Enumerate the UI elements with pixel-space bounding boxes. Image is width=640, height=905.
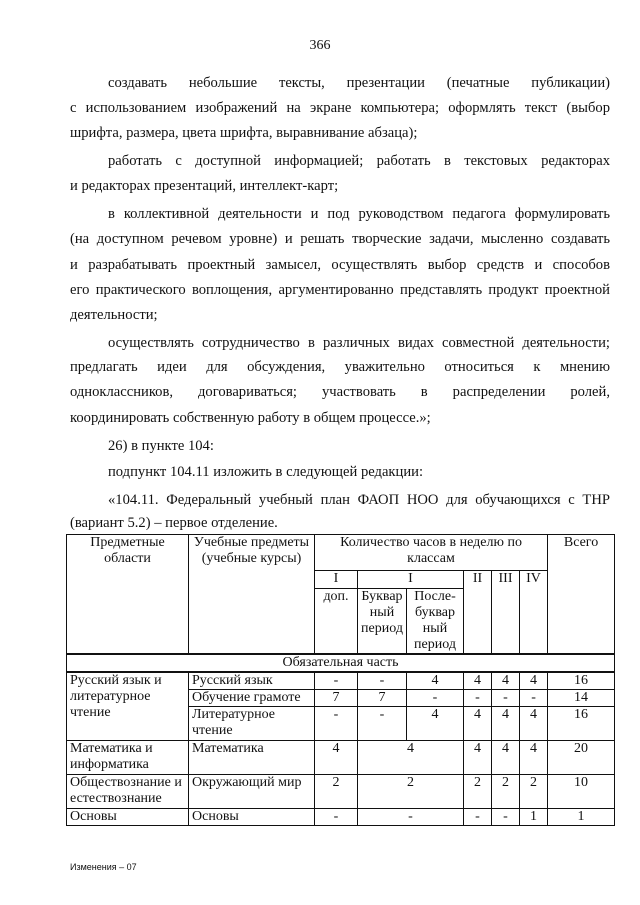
value-cell: - — [358, 672, 407, 690]
value-cell: 7 — [315, 690, 358, 707]
header-hours: Количество часов в неделю по классам — [315, 535, 548, 571]
header-dop: доп. — [315, 589, 358, 655]
header-class-iv: IV — [520, 571, 548, 655]
area-cell: Математика и информатика — [67, 741, 189, 775]
text-line-3: шрифта, размера, цвета шрифта, выравнивание абзаца); — [70, 125, 418, 141]
header-class-i-dop: I — [315, 571, 358, 589]
total-cell: 16 — [548, 672, 615, 690]
total-cell: 10 — [548, 775, 615, 809]
text-line-6: в коллективной деятельности и под руководством педагога формулировать — [108, 206, 610, 222]
subject-cell: Математика — [189, 741, 315, 775]
area-cell: Русский язык и литературное чтение — [67, 672, 189, 741]
value-cell: 2 — [520, 775, 548, 809]
value-cell: 4 — [358, 741, 464, 775]
value-cell: - — [520, 690, 548, 707]
value-cell: - — [315, 707, 358, 741]
footer-revision: Изменения – 07 — [70, 862, 137, 872]
value-cell: 4 — [492, 741, 520, 775]
subject-cell: Обучение грамоте — [189, 690, 315, 707]
header-class-iii: III — [492, 571, 520, 655]
text-line-12: предлагать идеи для обсуждения, уважительно относиться к мнению — [70, 359, 610, 375]
header-total: Всего — [548, 535, 615, 655]
header-subject-areas: Предметные области — [67, 535, 189, 655]
text-line-10: деятельности; — [70, 307, 158, 323]
subject-cell: Окружающий мир — [189, 775, 315, 809]
value-cell: - — [407, 690, 464, 707]
header-bukvar-period: Буквар ный период — [358, 589, 407, 655]
value-cell: 4 — [492, 672, 520, 690]
text-line-8: и разрабатывать проектный замысел, осуществлять выбор средств и способов — [70, 257, 610, 273]
header-subjects: Учебные предметы (учебные курсы) — [189, 535, 315, 655]
total-cell: 14 — [548, 690, 615, 707]
value-cell: 2 — [464, 775, 492, 809]
value-cell: - — [492, 809, 520, 826]
value-cell: - — [464, 809, 492, 826]
value-cell: 4 — [407, 707, 464, 741]
text-line-15: 26) в пункте 104: — [108, 438, 214, 454]
subject-cell: Русский язык — [189, 672, 315, 690]
page-number: 366 — [309, 38, 331, 53]
text-line-5: и редакторах презентаций, интеллект-карт; — [70, 178, 339, 194]
value-cell: - — [464, 690, 492, 707]
table-row — [67, 672, 615, 690]
text-line-1: создавать небольшие тексты, презентации (печатные публикации) — [108, 75, 610, 91]
value-cell: 4 — [315, 741, 358, 775]
text-line-17: «104.11. Федеральный учебный план ФАОП НОО для обучающихся с ТНР — [108, 492, 610, 508]
value-cell: - — [358, 809, 464, 826]
total-cell: 16 — [548, 707, 615, 741]
text-line-16: подпункт 104.11 изложить в следующей редакции: — [108, 464, 423, 480]
area-cell: Обществознание и естествознание — [67, 775, 189, 809]
text-line-7: (на доступном речевом уровне) и решать творческие задачи, мысленно создавать — [70, 231, 610, 247]
value-cell: 2 — [315, 775, 358, 809]
value-cell: - — [358, 707, 407, 741]
header-class-ii: II — [464, 571, 492, 655]
subject-cell: Литературное чтение — [189, 707, 315, 741]
table-row — [67, 775, 615, 809]
text-line-18: (вариант 5.2) – первое отделение. — [70, 515, 278, 531]
value-cell: - — [315, 672, 358, 690]
header-class-i: I — [358, 571, 464, 589]
value-cell: 4 — [520, 707, 548, 741]
text-line-9: его практического воплощения, аргументированно представлять продукт проектной — [70, 282, 610, 298]
value-cell: 4 — [520, 741, 548, 775]
section-required: Обязательная часть — [67, 654, 615, 672]
value-cell: - — [492, 690, 520, 707]
value-cell: 4 — [464, 672, 492, 690]
header-posle-bukvar-period: После- буквар ный период — [407, 589, 464, 655]
value-cell: 4 — [520, 672, 548, 690]
table-row — [67, 741, 615, 775]
value-cell: 4 — [464, 741, 492, 775]
text-line-11: осуществлять сотрудничество в различных видах совместной деятельности; — [108, 335, 610, 351]
value-cell: 2 — [492, 775, 520, 809]
value-cell: 1 — [520, 809, 548, 826]
subject-cell: Основы — [189, 809, 315, 826]
value-cell: 4 — [407, 672, 464, 690]
text-line-4: работать с доступной информацией; работать в текстовых редакторах — [108, 153, 610, 169]
area-cell: Основы — [67, 809, 189, 826]
value-cell: 2 — [358, 775, 464, 809]
text-line-13: одноклассников, договариваться; участвовать в распределении ролей, — [70, 384, 610, 400]
table-row — [67, 809, 615, 826]
total-cell: 1 — [548, 809, 615, 826]
value-cell: 4 — [464, 707, 492, 741]
value-cell: - — [315, 809, 358, 826]
text-line-2: с использованием изображений на экране компьютера; оформлять текст (выбор — [70, 100, 610, 116]
value-cell: 7 — [358, 690, 407, 707]
value-cell: 4 — [492, 707, 520, 741]
text-line-14: координировать собственную работу в общем процессе.»; — [70, 410, 431, 426]
total-cell: 20 — [548, 741, 615, 775]
curriculum-table — [66, 534, 615, 826]
